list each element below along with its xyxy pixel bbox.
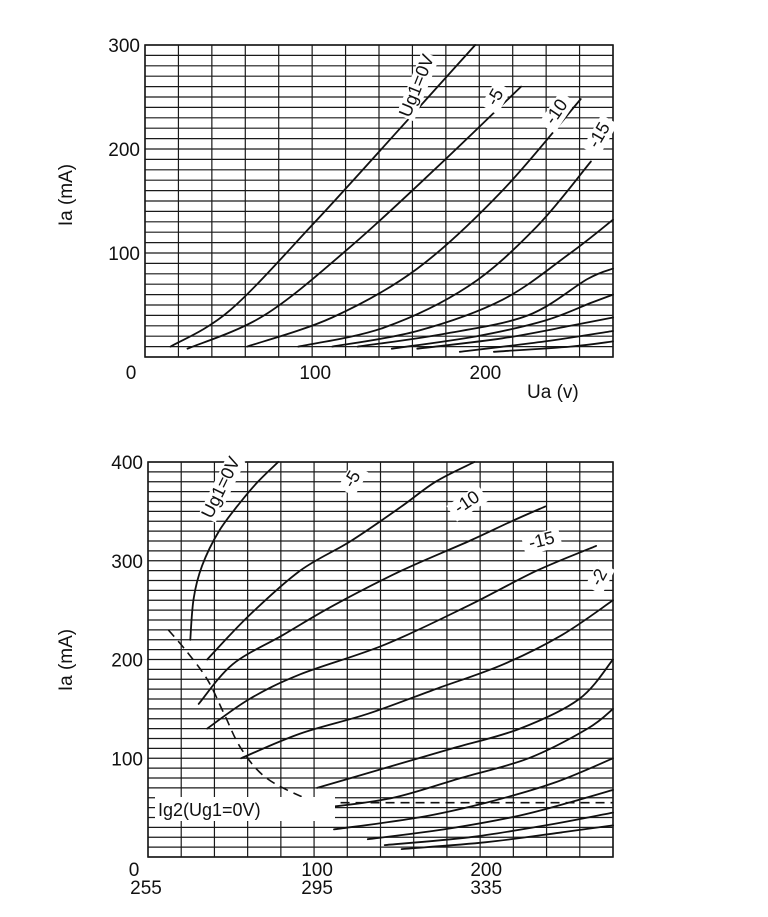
y-tick-label: 300 xyxy=(108,36,140,57)
curve-labels xyxy=(394,50,617,156)
x-tick-label: 100 xyxy=(299,363,332,384)
x-tick-label: 0 xyxy=(125,363,137,384)
y-tick-label: 100 xyxy=(108,244,140,265)
y-tick-label: 300 xyxy=(111,551,143,573)
curve-label: -5 xyxy=(482,85,508,109)
anode-characteristic-chart-bottom xyxy=(56,452,615,899)
tick-labels xyxy=(108,36,501,384)
curve-label-group xyxy=(197,452,246,522)
tick-labels xyxy=(111,453,502,899)
series-line-2 xyxy=(188,87,522,349)
curve-label: -10 xyxy=(450,486,484,518)
curve-label-group xyxy=(394,50,439,121)
series-line-1 xyxy=(171,45,476,347)
x-tick-label: 0 xyxy=(128,860,140,881)
curve-label: -5 xyxy=(339,467,365,491)
x-tick-label: 100 xyxy=(301,860,333,881)
x-axis-label: Ua (v) xyxy=(527,382,579,403)
curve-label-group xyxy=(445,483,488,522)
ig2-curve-label: Ig2(Ug1=0V) xyxy=(158,800,261,820)
x-tick-label-secondary: 335 xyxy=(470,878,503,899)
series-line-8 xyxy=(334,758,613,829)
x-tick-label-secondary: 255 xyxy=(130,878,162,899)
y-tick-label: 100 xyxy=(111,749,143,771)
y-tick-label: 200 xyxy=(108,140,140,161)
x-tick-label-secondary: 295 xyxy=(301,878,333,899)
curve-label: -2 xyxy=(586,565,612,589)
y-axis-label: Ia (mA) xyxy=(56,163,77,227)
curve-label-group xyxy=(479,80,511,115)
grid xyxy=(145,45,613,357)
y-axis-label: Ia (mA) xyxy=(56,628,77,692)
curve-label: Ug1=0V xyxy=(197,453,244,522)
curve-label-group xyxy=(583,560,615,595)
x-tick-label: 200 xyxy=(469,363,502,384)
anode-characteristic-chart-top xyxy=(56,36,618,403)
series-line-3 xyxy=(199,506,546,704)
curve-label: Ug1=0V xyxy=(394,51,438,120)
series-line-3 xyxy=(247,99,581,347)
x-tick-label: 200 xyxy=(470,860,503,881)
curve-label: -10 xyxy=(540,95,572,129)
curve-label: -15 xyxy=(583,118,614,152)
y-tick-label: 200 xyxy=(111,650,143,672)
curve-label: -15 xyxy=(526,527,557,554)
y-tick-label: 400 xyxy=(111,453,143,474)
